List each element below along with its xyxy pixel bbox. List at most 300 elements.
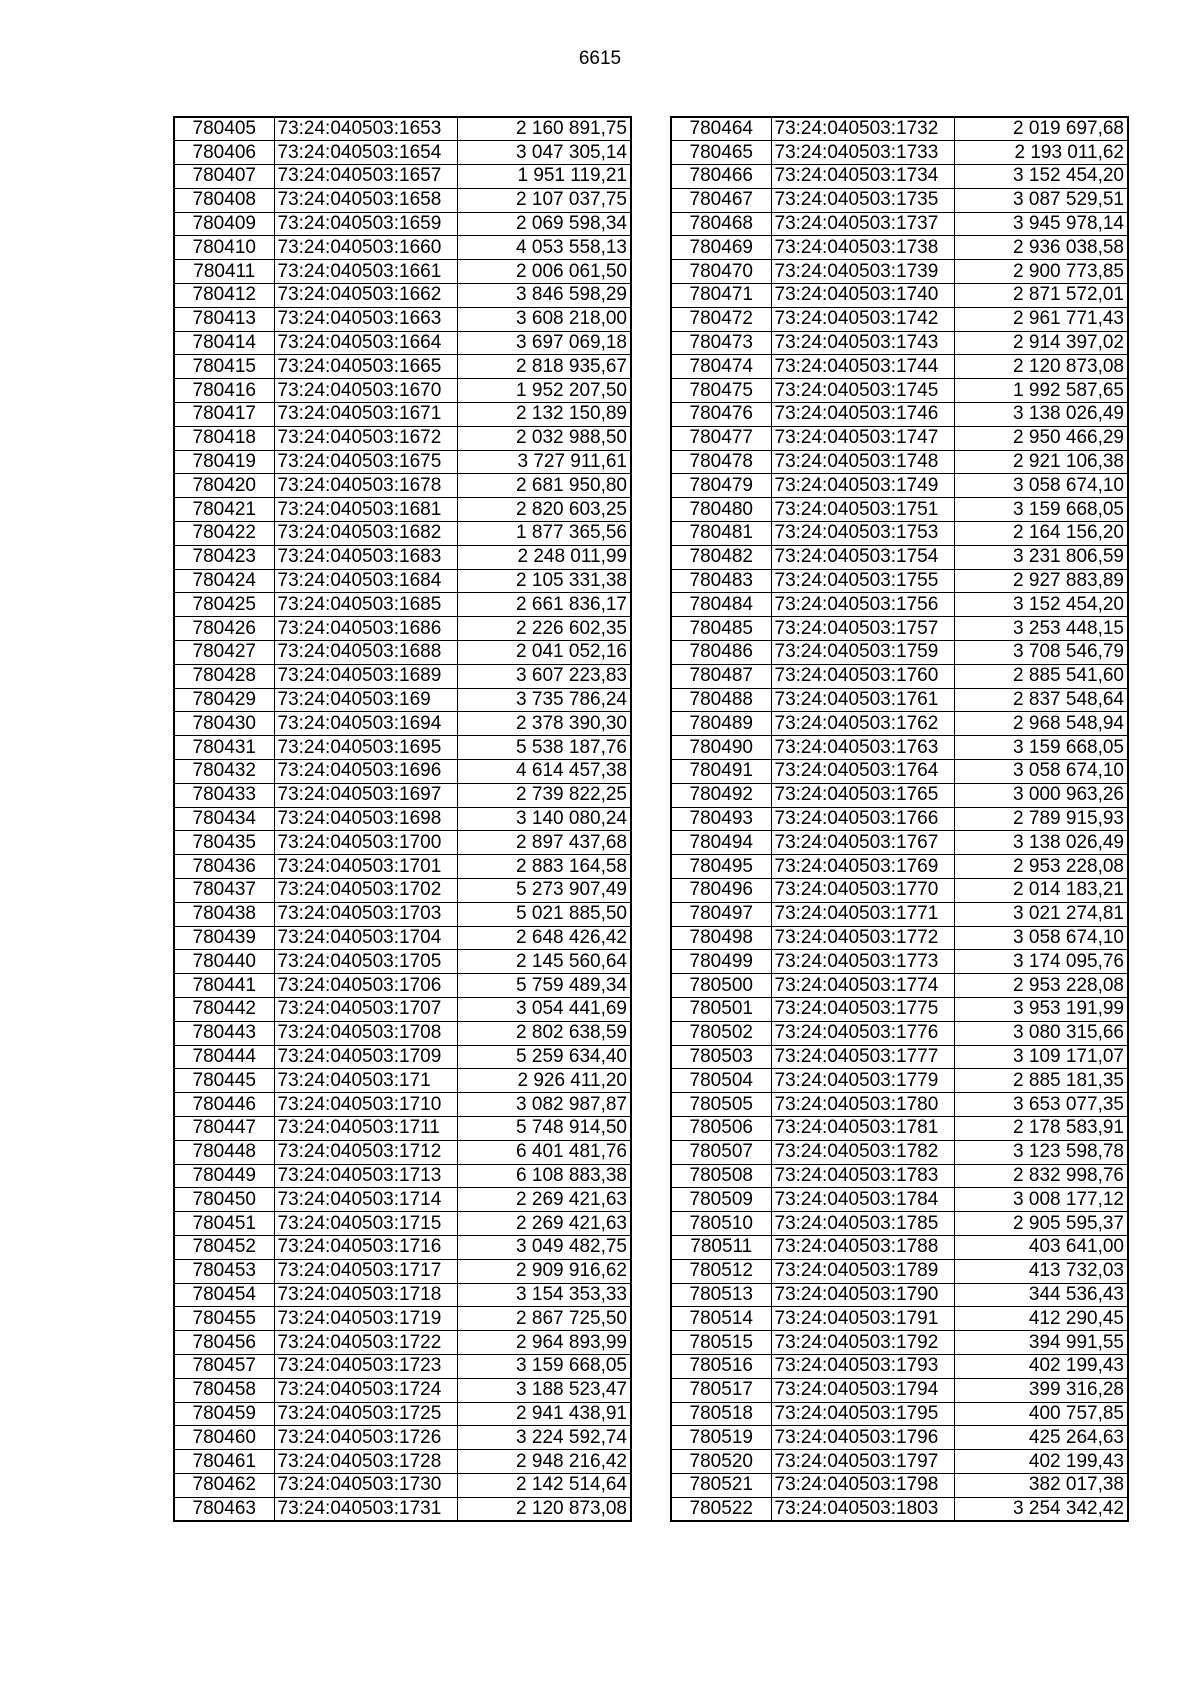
- value-cell: 400 757,85: [954, 1402, 1128, 1426]
- table-row: [671, 593, 1128, 617]
- value-cell: 3 049 482,75: [457, 1235, 631, 1259]
- record-id-cell: 780410: [174, 236, 274, 260]
- value-cell: 3 253 448,15: [954, 617, 1128, 641]
- record-id-cell: 780449: [174, 1164, 274, 1188]
- record-id-cell: 780431: [174, 736, 274, 760]
- table-row: [174, 1235, 631, 1259]
- value-cell: 5 748 914,50: [457, 1116, 631, 1140]
- cadastral-number-cell: 73:24:040503:1769: [771, 855, 954, 879]
- cadastral-number-cell: 73:24:040503:1713: [274, 1164, 457, 1188]
- cadastral-number-cell: 73:24:040503:1730: [274, 1473, 457, 1497]
- table-row: [174, 236, 631, 260]
- cadastral-number-cell: 73:24:040503:1789: [771, 1259, 954, 1283]
- value-cell: 2 164 156,20: [954, 522, 1128, 546]
- table-row: [671, 1164, 1128, 1188]
- table-row: [671, 617, 1128, 641]
- record-id-cell: 780485: [671, 617, 771, 641]
- value-cell: 3 608 218,00: [457, 307, 631, 331]
- value-cell: 425 264,63: [954, 1426, 1128, 1450]
- record-id-cell: 780473: [671, 331, 771, 355]
- table-row: [174, 403, 631, 427]
- value-cell: 3 123 598,78: [954, 1140, 1128, 1164]
- value-cell: 2 120 873,08: [954, 355, 1128, 379]
- table-row: [174, 474, 631, 498]
- record-id-cell: 780406: [174, 141, 274, 165]
- record-id-cell: 780439: [174, 926, 274, 950]
- cadastral-number-cell: 73:24:040503:1742: [771, 307, 954, 331]
- value-cell: 4 614 457,38: [457, 760, 631, 784]
- cadastral-number-cell: 73:24:040503:1726: [274, 1426, 457, 1450]
- value-cell: 2 953 228,08: [954, 974, 1128, 998]
- cadastral-number-cell: 73:24:040503:1763: [771, 736, 954, 760]
- record-id-cell: 780423: [174, 545, 274, 569]
- cadastral-number-cell: 73:24:040503:1681: [274, 498, 457, 522]
- table-row: [174, 212, 631, 236]
- record-id-cell: 780418: [174, 426, 274, 450]
- value-cell: 2 269 421,63: [457, 1212, 631, 1236]
- value-cell: 5 759 489,34: [457, 974, 631, 998]
- record-id-cell: 780432: [174, 760, 274, 784]
- table-row: [174, 426, 631, 450]
- record-id-cell: 780474: [671, 355, 771, 379]
- record-id-cell: 780481: [671, 522, 771, 546]
- cadastral-number-cell: 73:24:040503:1694: [274, 712, 457, 736]
- value-cell: 399 316,28: [954, 1378, 1128, 1402]
- table-row: [671, 760, 1128, 784]
- cadastral-number-cell: 73:24:040503:1704: [274, 926, 457, 950]
- cadastral-number-cell: 73:24:040503:1788: [771, 1235, 954, 1259]
- record-id-cell: 780412: [174, 284, 274, 308]
- value-cell: 2 226 602,35: [457, 617, 631, 641]
- cadastral-number-cell: 73:24:040503:1782: [771, 1140, 954, 1164]
- table-row: [174, 141, 631, 165]
- table-row: [671, 165, 1128, 189]
- cadastral-number-cell: 73:24:040503:1696: [274, 760, 457, 784]
- cadastral-number-cell: 73:24:040503:1711: [274, 1116, 457, 1140]
- record-id-cell: 780451: [174, 1212, 274, 1236]
- cadastral-number-cell: 73:24:040503:1686: [274, 617, 457, 641]
- record-id-cell: 780436: [174, 855, 274, 879]
- cadastral-number-cell: 73:24:040503:1754: [771, 545, 954, 569]
- record-id-cell: 780450: [174, 1188, 274, 1212]
- value-cell: 3 152 454,20: [954, 593, 1128, 617]
- value-cell: 413 732,03: [954, 1259, 1128, 1283]
- table-row: [671, 1283, 1128, 1307]
- table-row: [174, 355, 631, 379]
- value-cell: 5 259 634,40: [457, 1045, 631, 1069]
- cadastral-number-cell: 73:24:040503:1689: [274, 664, 457, 688]
- value-cell: 2 897 437,68: [457, 831, 631, 855]
- record-id-cell: 780477: [671, 426, 771, 450]
- value-cell: 2 105 331,38: [457, 569, 631, 593]
- record-id-cell: 780427: [174, 641, 274, 665]
- table-row: [174, 902, 631, 926]
- table-row: [671, 474, 1128, 498]
- table-row: [174, 1497, 631, 1521]
- value-cell: 2 269 421,63: [457, 1188, 631, 1212]
- cadastral-number-cell: 73:24:040503:169: [274, 688, 457, 712]
- cadastral-number-cell: 73:24:040503:1762: [771, 712, 954, 736]
- value-cell: 2 941 438,91: [457, 1402, 631, 1426]
- table-row: [174, 1307, 631, 1331]
- record-id-cell: 780420: [174, 474, 274, 498]
- cadastral-number-cell: 73:24:040503:1737: [771, 212, 954, 236]
- cadastral-number-cell: 73:24:040503:1765: [771, 783, 954, 807]
- cadastral-number-cell: 73:24:040503:1755: [771, 569, 954, 593]
- cadastral-number-cell: 73:24:040503:1688: [274, 641, 457, 665]
- value-cell: 403 641,00: [954, 1235, 1128, 1259]
- record-id-cell: 780506: [671, 1116, 771, 1140]
- value-cell: 412 290,45: [954, 1307, 1128, 1331]
- table-row: [671, 569, 1128, 593]
- value-cell: 2 160 891,75: [457, 117, 631, 141]
- table-row: [671, 950, 1128, 974]
- value-cell: 3 224 592,74: [457, 1426, 631, 1450]
- table-row: [671, 212, 1128, 236]
- table-row: [174, 1354, 631, 1378]
- value-cell: 2 378 390,30: [457, 712, 631, 736]
- cadastral-number-cell: 73:24:040503:1784: [771, 1188, 954, 1212]
- record-id-cell: 780458: [174, 1378, 274, 1402]
- cadastral-number-cell: 73:24:040503:1659: [274, 212, 457, 236]
- value-cell: 2 820 603,25: [457, 498, 631, 522]
- cadastral-number-cell: 73:24:040503:1702: [274, 879, 457, 903]
- table-row: [174, 783, 631, 807]
- record-id-cell: 780495: [671, 855, 771, 879]
- cadastral-number-cell: 73:24:040503:1728: [274, 1450, 457, 1474]
- value-cell: 3 727 911,61: [457, 450, 631, 474]
- record-id-cell: 780493: [671, 807, 771, 831]
- cadastral-number-cell: 73:24:040503:1774: [771, 974, 954, 998]
- cadastral-number-cell: 73:24:040503:1716: [274, 1235, 457, 1259]
- value-cell: 2 107 037,75: [457, 188, 631, 212]
- record-id-cell: 780467: [671, 188, 771, 212]
- record-id-cell: 780507: [671, 1140, 771, 1164]
- table-row: [671, 117, 1128, 141]
- value-cell: 3 159 668,05: [954, 498, 1128, 522]
- value-cell: 2 885 181,35: [954, 1069, 1128, 1093]
- table-row: [174, 855, 631, 879]
- table-row: [174, 307, 631, 331]
- table-row: [671, 1354, 1128, 1378]
- record-id-cell: 780455: [174, 1307, 274, 1331]
- table-row: [174, 1188, 631, 1212]
- cadastral-number-cell: 73:24:040503:1751: [771, 498, 954, 522]
- cadastral-number-cell: 73:24:040503:1658: [274, 188, 457, 212]
- record-id-cell: 780486: [671, 641, 771, 665]
- cadastral-number-cell: 73:24:040503:1723: [274, 1354, 457, 1378]
- record-id-cell: 780475: [671, 379, 771, 403]
- cadastral-number-cell: 73:24:040503:1684: [274, 569, 457, 593]
- record-id-cell: 780470: [671, 260, 771, 284]
- table-row: [671, 1426, 1128, 1450]
- table-row: [174, 450, 631, 474]
- table-row: [174, 974, 631, 998]
- cadastral-number-cell: 73:24:040503:1771: [771, 902, 954, 926]
- table-row: [671, 522, 1128, 546]
- table-row: [174, 760, 631, 784]
- cadastral-number-cell: 73:24:040503:1718: [274, 1283, 457, 1307]
- record-id-cell: 780497: [671, 902, 771, 926]
- table-row: [671, 498, 1128, 522]
- record-id-cell: 780482: [671, 545, 771, 569]
- value-cell: 2 921 106,38: [954, 450, 1128, 474]
- table-row: [671, 807, 1128, 831]
- value-cell: 2 019 697,68: [954, 117, 1128, 141]
- record-id-cell: 780489: [671, 712, 771, 736]
- value-cell: 2 681 950,80: [457, 474, 631, 498]
- record-id-cell: 780446: [174, 1093, 274, 1117]
- cadastral-number-cell: 73:24:040503:1793: [771, 1354, 954, 1378]
- cadastral-number-cell: 73:24:040503:1779: [771, 1069, 954, 1093]
- record-id-cell: 780435: [174, 831, 274, 855]
- record-id-cell: 780424: [174, 569, 274, 593]
- cadastral-number-cell: 73:24:040503:1717: [274, 1259, 457, 1283]
- value-cell: 2 905 595,37: [954, 1212, 1128, 1236]
- table-row: [671, 688, 1128, 712]
- value-cell: 2 789 915,93: [954, 807, 1128, 831]
- table-row: [671, 307, 1128, 331]
- cadastral-number-cell: 73:24:040503:1777: [771, 1045, 954, 1069]
- record-id-cell: 780471: [671, 284, 771, 308]
- cadastral-number-cell: 73:24:040503:1697: [274, 783, 457, 807]
- record-id-cell: 780409: [174, 212, 274, 236]
- table-row: [174, 545, 631, 569]
- table-row: [174, 831, 631, 855]
- value-cell: 2 948 216,42: [457, 1450, 631, 1474]
- record-id-cell: 780490: [671, 736, 771, 760]
- value-cell: 382 017,38: [954, 1473, 1128, 1497]
- table-row: [174, 1021, 631, 1045]
- record-id-cell: 780440: [174, 950, 274, 974]
- record-id-cell: 780496: [671, 879, 771, 903]
- record-id-cell: 780419: [174, 450, 274, 474]
- cadastral-number-cell: 73:24:040503:1781: [771, 1116, 954, 1140]
- cadastral-number-cell: 73:24:040503:1770: [771, 879, 954, 903]
- value-cell: 3 000 963,26: [954, 783, 1128, 807]
- value-cell: 2 900 773,85: [954, 260, 1128, 284]
- value-cell: 3 109 171,07: [954, 1045, 1128, 1069]
- record-id-cell: 780408: [174, 188, 274, 212]
- table-row: [174, 498, 631, 522]
- record-id-cell: 780421: [174, 498, 274, 522]
- record-id-cell: 780512: [671, 1259, 771, 1283]
- record-id-cell: 780519: [671, 1426, 771, 1450]
- table-row: [671, 1021, 1128, 1045]
- record-id-cell: 780426: [174, 617, 274, 641]
- cadastral-number-cell: 73:24:040503:1766: [771, 807, 954, 831]
- value-cell: 3 080 315,66: [954, 1021, 1128, 1045]
- table-row: [671, 1331, 1128, 1355]
- table-row: [671, 997, 1128, 1021]
- value-cell: 3 697 069,18: [457, 331, 631, 355]
- cadastral-number-cell: 73:24:040503:1682: [274, 522, 457, 546]
- table-row: [174, 879, 631, 903]
- table-row: [671, 902, 1128, 926]
- record-id-cell: 780422: [174, 522, 274, 546]
- value-cell: 5 021 885,50: [457, 902, 631, 926]
- cadastral-number-cell: 73:24:040503:1709: [274, 1045, 457, 1069]
- table-row: [671, 1188, 1128, 1212]
- record-id-cell: 780518: [671, 1402, 771, 1426]
- value-cell: 2 964 893,99: [457, 1331, 631, 1355]
- record-id-cell: 780487: [671, 664, 771, 688]
- table-row: [671, 974, 1128, 998]
- table-row: [671, 855, 1128, 879]
- record-id-cell: 780492: [671, 783, 771, 807]
- value-cell: 2 802 638,59: [457, 1021, 631, 1045]
- cadastral-number-cell: 73:24:040503:1783: [771, 1164, 954, 1188]
- record-id-cell: 780484: [671, 593, 771, 617]
- cadastral-number-cell: 73:24:040503:1733: [771, 141, 954, 165]
- cadastral-number-cell: 73:24:040503:1654: [274, 141, 457, 165]
- cadastral-number-cell: 73:24:040503:1665: [274, 355, 457, 379]
- record-id-cell: 780413: [174, 307, 274, 331]
- cadastral-number-cell: 73:24:040503:1663: [274, 307, 457, 331]
- record-id-cell: 780407: [174, 165, 274, 189]
- value-cell: 3 174 095,76: [954, 950, 1128, 974]
- record-id-cell: 780501: [671, 997, 771, 1021]
- table-row: [671, 236, 1128, 260]
- table-row: [671, 331, 1128, 355]
- value-cell: 1 952 207,50: [457, 379, 631, 403]
- table-row: [671, 188, 1128, 212]
- cadastral-number-cell: 73:24:040503:1664: [274, 331, 457, 355]
- record-id-cell: 780491: [671, 760, 771, 784]
- record-id-cell: 780520: [671, 1450, 771, 1474]
- table-row: [671, 355, 1128, 379]
- table-row: [174, 1473, 631, 1497]
- value-cell: 3 607 223,83: [457, 664, 631, 688]
- value-cell: 2 883 164,58: [457, 855, 631, 879]
- cadastral-number-cell: 73:24:040503:1759: [771, 641, 954, 665]
- table-row: [174, 1450, 631, 1474]
- cadastral-number-cell: 73:24:040503:1772: [771, 926, 954, 950]
- record-id-cell: 780480: [671, 498, 771, 522]
- table-row: [174, 1093, 631, 1117]
- cadastral-number-cell: 73:24:040503:171: [274, 1069, 457, 1093]
- value-cell: 3 254 342,42: [954, 1497, 1128, 1521]
- value-cell: 2 014 183,21: [954, 879, 1128, 903]
- cadastral-number-cell: 73:24:040503:1710: [274, 1093, 457, 1117]
- table-row: [174, 1259, 631, 1283]
- record-id-cell: 780509: [671, 1188, 771, 1212]
- value-cell: 2 936 038,58: [954, 236, 1128, 260]
- cadastral-number-cell: 73:24:040503:1657: [274, 165, 457, 189]
- table-row: [174, 1045, 631, 1069]
- record-id-cell: 780494: [671, 831, 771, 855]
- cadastral-number-cell: 73:24:040503:1796: [771, 1426, 954, 1450]
- table-row: [174, 712, 631, 736]
- cadastral-number-cell: 73:24:040503:1744: [771, 355, 954, 379]
- table-row: [174, 664, 631, 688]
- cadastral-number-cell: 73:24:040503:1734: [771, 165, 954, 189]
- table-row: [174, 188, 631, 212]
- record-id-cell: 780459: [174, 1402, 274, 1426]
- value-cell: 2 248 011,99: [457, 545, 631, 569]
- table-row: [671, 1497, 1128, 1521]
- table-row: [174, 1402, 631, 1426]
- record-id-cell: 780441: [174, 974, 274, 998]
- record-id-cell: 780434: [174, 807, 274, 831]
- record-id-cell: 780500: [671, 974, 771, 998]
- cadastral-number-cell: 73:24:040503:1701: [274, 855, 457, 879]
- cadastral-number-cell: 73:24:040503:1792: [771, 1331, 954, 1355]
- value-cell: 3 058 674,10: [954, 926, 1128, 950]
- record-id-cell: 780479: [671, 474, 771, 498]
- record-id-cell: 780513: [671, 1283, 771, 1307]
- table-row: [671, 260, 1128, 284]
- record-id-cell: 780428: [174, 664, 274, 688]
- cadastral-number-cell: 73:24:040503:1753: [771, 522, 954, 546]
- cadastral-number-cell: 73:24:040503:1731: [274, 1497, 457, 1521]
- table-row: [174, 1140, 631, 1164]
- record-id-cell: 780430: [174, 712, 274, 736]
- record-id-cell: 780488: [671, 688, 771, 712]
- value-cell: 344 536,43: [954, 1283, 1128, 1307]
- value-cell: 2 041 052,16: [457, 641, 631, 665]
- table-row: [671, 284, 1128, 308]
- cadastral-number-cell: 73:24:040503:1703: [274, 902, 457, 926]
- record-id-cell: 780460: [174, 1426, 274, 1450]
- record-id-cell: 780425: [174, 593, 274, 617]
- record-id-cell: 780429: [174, 688, 274, 712]
- record-id-cell: 780508: [671, 1164, 771, 1188]
- value-cell: 3 140 080,24: [457, 807, 631, 831]
- table-row: [671, 1116, 1128, 1140]
- record-id-cell: 780498: [671, 926, 771, 950]
- table-row: [671, 1307, 1128, 1331]
- record-id-cell: 780522: [671, 1497, 771, 1521]
- value-cell: 1 951 119,21: [457, 165, 631, 189]
- table-row: [671, 1093, 1128, 1117]
- cadastral-number-cell: 73:24:040503:1760: [771, 664, 954, 688]
- cadastral-number-cell: 73:24:040503:1712: [274, 1140, 457, 1164]
- table-row: [174, 1116, 631, 1140]
- cadastral-number-cell: 73:24:040503:1757: [771, 617, 954, 641]
- value-cell: 2 006 061,50: [457, 260, 631, 284]
- cadastral-number-cell: 73:24:040503:1683: [274, 545, 457, 569]
- cadastral-number-cell: 73:24:040503:1761: [771, 688, 954, 712]
- record-id-cell: 780478: [671, 450, 771, 474]
- table-row: [174, 1331, 631, 1355]
- record-id-cell: 780414: [174, 331, 274, 355]
- value-cell: 3 653 077,35: [954, 1093, 1128, 1117]
- record-id-cell: 780466: [671, 165, 771, 189]
- value-cell: 2 739 822,25: [457, 783, 631, 807]
- record-id-cell: 780511: [671, 1235, 771, 1259]
- value-cell: 2 069 598,34: [457, 212, 631, 236]
- cadastral-number-cell: 73:24:040503:1798: [771, 1473, 954, 1497]
- value-cell: 3 154 353,33: [457, 1283, 631, 1307]
- cadastral-number-cell: 73:24:040503:1706: [274, 974, 457, 998]
- record-id-cell: 780417: [174, 403, 274, 427]
- table-row: [671, 736, 1128, 760]
- cadastral-number-cell: 73:24:040503:1719: [274, 1307, 457, 1331]
- table-row: [174, 641, 631, 665]
- value-cell: 6 108 883,38: [457, 1164, 631, 1188]
- cadastral-number-cell: 73:24:040503:1707: [274, 997, 457, 1021]
- value-cell: 3 008 177,12: [954, 1188, 1128, 1212]
- record-id-cell: 780437: [174, 879, 274, 903]
- value-cell: 2 661 836,17: [457, 593, 631, 617]
- table-row: [671, 783, 1128, 807]
- record-id-cell: 780517: [671, 1378, 771, 1402]
- value-cell: 2 032 988,50: [457, 426, 631, 450]
- record-id-cell: 780447: [174, 1116, 274, 1140]
- value-cell: 3 735 786,24: [457, 688, 631, 712]
- table-row: [174, 1069, 631, 1093]
